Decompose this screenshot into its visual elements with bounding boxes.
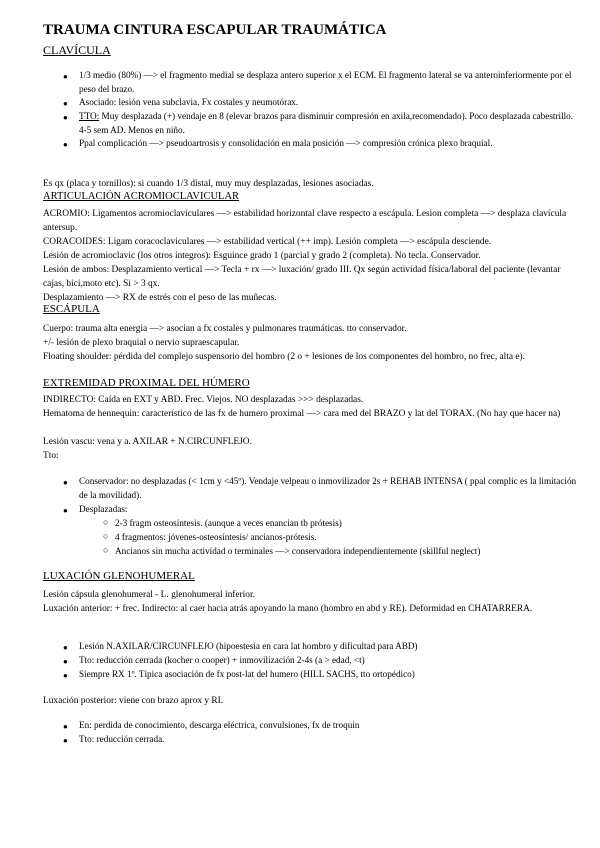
sub-list-item: 4 fragmentos: jóvenes-osteosíntesis/ ancianos-prótesis. <box>115 532 317 542</box>
text-line: Floating shoulder: pérdida del complejo suspensorio del hombro (2 o + lesiones de los componentes del hombro, no frec, alta e). <box>43 352 526 362</box>
list-item: Conservador: no desplazadas (< 1cm y <45º). Vendaje velpeau o inmovilizador 2s + REHAB INTENSA ( ppal complic es la limitación de la movilidad). <box>79 476 577 500</box>
bullet-dot-icon: ● <box>63 478 68 487</box>
list-item-tto <box>79 110 579 137</box>
text-line: Es qx (placa y tornillos): si cuando 1/3 distal, muy muy desplazadas, lesiones asociadas. <box>43 179 374 189</box>
text-line: Hematoma de hennequin: característico de las fx de humero proximal —> cara med del BRAZO y lat del TORAX. (No hay que hacer na) <box>43 409 561 419</box>
bullet-dot-icon: ● <box>63 72 68 81</box>
section-heading-luxacion: LUXACIÓN GLENOHUMERAL <box>43 570 195 582</box>
bullet-circle-icon: ○ <box>103 531 109 541</box>
bullet-circle-icon: ○ <box>103 545 109 555</box>
list-item: Tto: reducción cerrada (kocher o cooper) + inmovilización 2-4s (a > edad, <t) <box>79 655 365 665</box>
list-item: Desplazadas: <box>79 504 128 514</box>
bullet-dot-icon: ● <box>63 506 68 515</box>
tto-text: Muy desplazada (+) vendaje en 8 (elevar brazos para disminuir compresión en axila,recomendado). Poco desplazada cabestrillo. 4-5 sem AD. Menos en niño. <box>79 111 574 135</box>
sub-list-item: 2-3 fragm osteosíntesis. (aunque a veces enancian tb prótesis) <box>115 518 342 528</box>
text-line: Lesión vascu: vena y a. AXILAR + N.CIRCUNFLEJO. <box>43 437 252 447</box>
text-line: Luxación anterior: + frec. Indirecto: al caer hacia atrás apoyando la mano (hombro en abd y RE). Deformidad en CHATARRERA. <box>43 604 533 614</box>
sub-list-item: Ancianos sin mucha actividad o terminales —> conservadora independientemente (skillful neglect) <box>115 546 481 556</box>
section-heading-escapula: ESCÁPULA <box>43 303 100 315</box>
list-item: En: perdida de conocimiento, descarga eléctrica, convulsiones, fx de troquin <box>79 720 360 730</box>
text-line: Cuerpo: trauma alta energia —> asocian a fx costales y pulmonares traumáticas. tto conservador. <box>43 324 407 334</box>
text-line: Lesión de acromioclavic (los otros integros): Esguince grado 1 (parcial y grado 2 (completa). No tecla. Conservador. <box>43 251 481 261</box>
section-heading-acromioclavicular: ARTICULACIÓN ACROMIOCLAVICULAR <box>43 191 240 202</box>
text-line: Tto: <box>43 451 59 461</box>
bullet-dot-icon: ● <box>63 113 68 122</box>
list-item: 1/3 medio (80%) —> el fragmento medial se desplaza antero superior x el ECM. El fragmento lateral se va anteroinferiormente por el peso del brazo. <box>79 70 572 94</box>
page-title: TRAUMA CINTURA ESCAPULAR TRAUMÁTICA <box>43 22 387 38</box>
text-line: Desplazamiento —> RX de estrés con el peso de las muñecas. <box>43 293 277 303</box>
list-item: Ppal complicación —> pseudoartrosis y consolidación en mala posición —> compresión crónica plexo braquial. <box>79 138 493 148</box>
bullet-dot-icon: ● <box>63 722 68 731</box>
bullet-dot-icon: ● <box>63 99 68 108</box>
bullet-dot-icon: ● <box>63 643 68 652</box>
list-item: Siempre RX 1º. Típica asociación de fx post-lat del humero (HILL SACHS, tto ortopédico) <box>79 669 415 679</box>
bullet-dot-icon: ● <box>63 140 68 149</box>
bullet-dot-icon: ● <box>63 657 68 666</box>
section-heading-clavicula: CLAVÍCULA <box>43 43 111 57</box>
list-item: Tto: reducción cerrada. <box>79 734 165 744</box>
text-line: Luxación posterior: viene con brazo aprox y RI. <box>43 696 224 706</box>
bullet-dot-icon: ● <box>63 736 68 745</box>
bullet-dot-icon: ● <box>63 671 68 680</box>
section-heading-humero: EXTREMIDAD PROXIMAL DEL HÚMERO <box>43 377 250 389</box>
text-line: CORACOIDES: Ligam coracoclaviculares —> estabilidad vertical (++ imp). Lesión completa —> escápula desciende. <box>43 237 492 247</box>
list-item: Asociado: lesión vena subclavia. Fx costales y neumotórax. <box>79 97 299 107</box>
text-line: Lesión de ambos: Desplazamiento vertical —> Tecla + rx —> luxación/ grado III. Qx según actividad física/laboral del paciente (levantar cajas, bici,moto etc). Si > 3 qx. <box>43 265 561 289</box>
text-line: INDIRECTO: Caída en EXT y ABD. Frec. Viejos. NO desplazadas >>> desplazadas. <box>43 395 364 405</box>
text-line: ACROMIO: Ligamentos acromioclaviculares —> estabilidad horizontal clave respecto a escápula. Lesion completa —> desplaza clavícula antersup. <box>43 209 567 233</box>
tto-label: TTO: <box>79 111 100 121</box>
bullet-circle-icon: ○ <box>103 517 109 527</box>
text-line: Lesión cápsula glenohumeral - L. glenohumeral inferior. <box>43 590 255 600</box>
list-item: Lesión N.AXILAR/CIRCUNFLEJO (hipoestesia en cara lat hombro y dificultad para ABD) <box>79 641 418 651</box>
text-line: +/- lesión de plexo braquial o nervio supraescapular. <box>43 338 240 348</box>
